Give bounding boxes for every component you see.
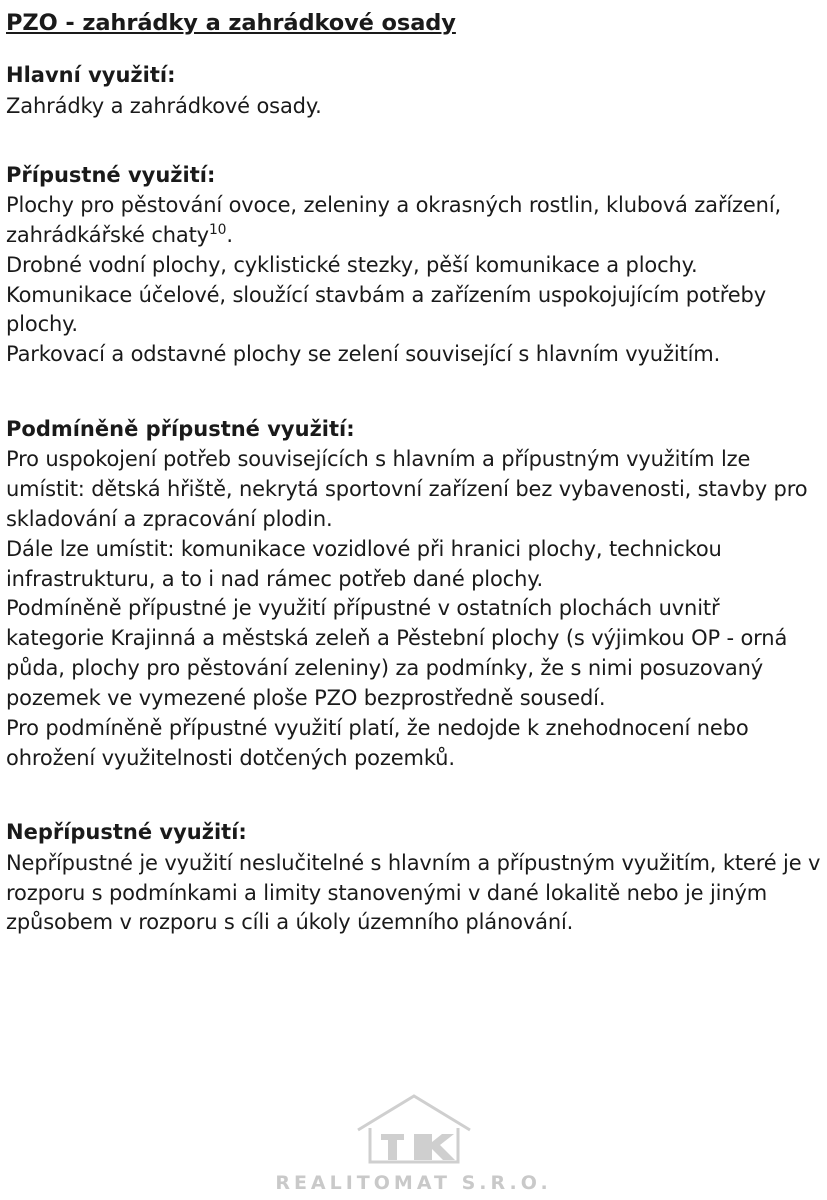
section-paragraph: Zahrádky a zahrádkové osady.: [6, 93, 322, 118]
section-hlavni-vyuziti: [6, 60, 821, 121]
section-pripustne-vyuziti: [6, 160, 821, 370]
section-podminene-pripustne-vyuziti: [6, 414, 821, 773]
section-paragraph: Drobné vodní plochy, cyklistické stezky, pěší komunikace a plochy.: [6, 252, 698, 277]
page-title: PZO - zahrádky a zahrádkové osady: [6, 10, 456, 36]
section-heading: Hlavní využití:: [6, 63, 176, 88]
section-paragraph: [6, 191, 821, 251]
section-nepripustne-vyuziti: [6, 817, 821, 938]
realitomat-logo-icon: [348, 1090, 480, 1168]
section-paragraph: Dále lze umístit: komunikace vozidlové při hranici plochy, technickou infrastrukturu, a to i nad rámec potřeb dané plochy.: [6, 536, 722, 591]
paragraph-text: Plochy pro pěstování ovoce, zeleniny a okrasných rostlin, klubová zařízení, zahrádkářské chaty: [6, 193, 782, 247]
section-heading: Podmíněně přípustné využití:: [6, 416, 355, 441]
watermark: [0, 1090, 827, 1194]
section-paragraph: Komunikace účelové, sloužící stavbám a zařízením uspokojujícím potřeby plochy.: [6, 282, 766, 337]
section-heading: Přípustné využití:: [6, 162, 216, 187]
section-paragraph: Pro uspokojení potřeb souvisejících s hlavním a přípustným využitím lze umístit: dětská hřiště, nekrytá sportovní zařízení bez vybavenosti, stavby pro skladování a zpracování plodin.: [6, 447, 808, 531]
footnote-tail: .: [226, 222, 233, 247]
watermark-text: REALITOMAT S.R.O.: [275, 1172, 552, 1194]
section-paragraph: Nepřípustné je využití neslučitelné s hlavním a přípustným využitím, které je v rozporu s podmínkami a limity stanovenými v dané lokalitě nebo je jiným způsobem v rozporu s cíli a úkoly územního plánování.: [6, 850, 821, 935]
section-paragraph: Pro podmíněně přípustné využití platí, že nedojde k znehodnocení nebo ohrožení využitelnosti dotčených pozemků.: [6, 715, 749, 770]
section-paragraph: Parkovací a odstavné plochy se zelení související s hlavním využitím.: [6, 342, 721, 367]
section-heading: Nepřípustné využití:: [6, 820, 247, 845]
footnote-marker: 10: [208, 221, 227, 238]
section-paragraph: Podmíněně přípustné je využití přípustné v ostatních plochách uvnitř kategorie Krajinná a městská zeleň a Pěstební plochy (s výjimkou OP - orná půda, plochy pro pěstování zeleniny) za podmínky, že s nimi posuzovaný pozemek ve vymezené ploše PZO bezprostředně sousedí.: [6, 596, 788, 710]
